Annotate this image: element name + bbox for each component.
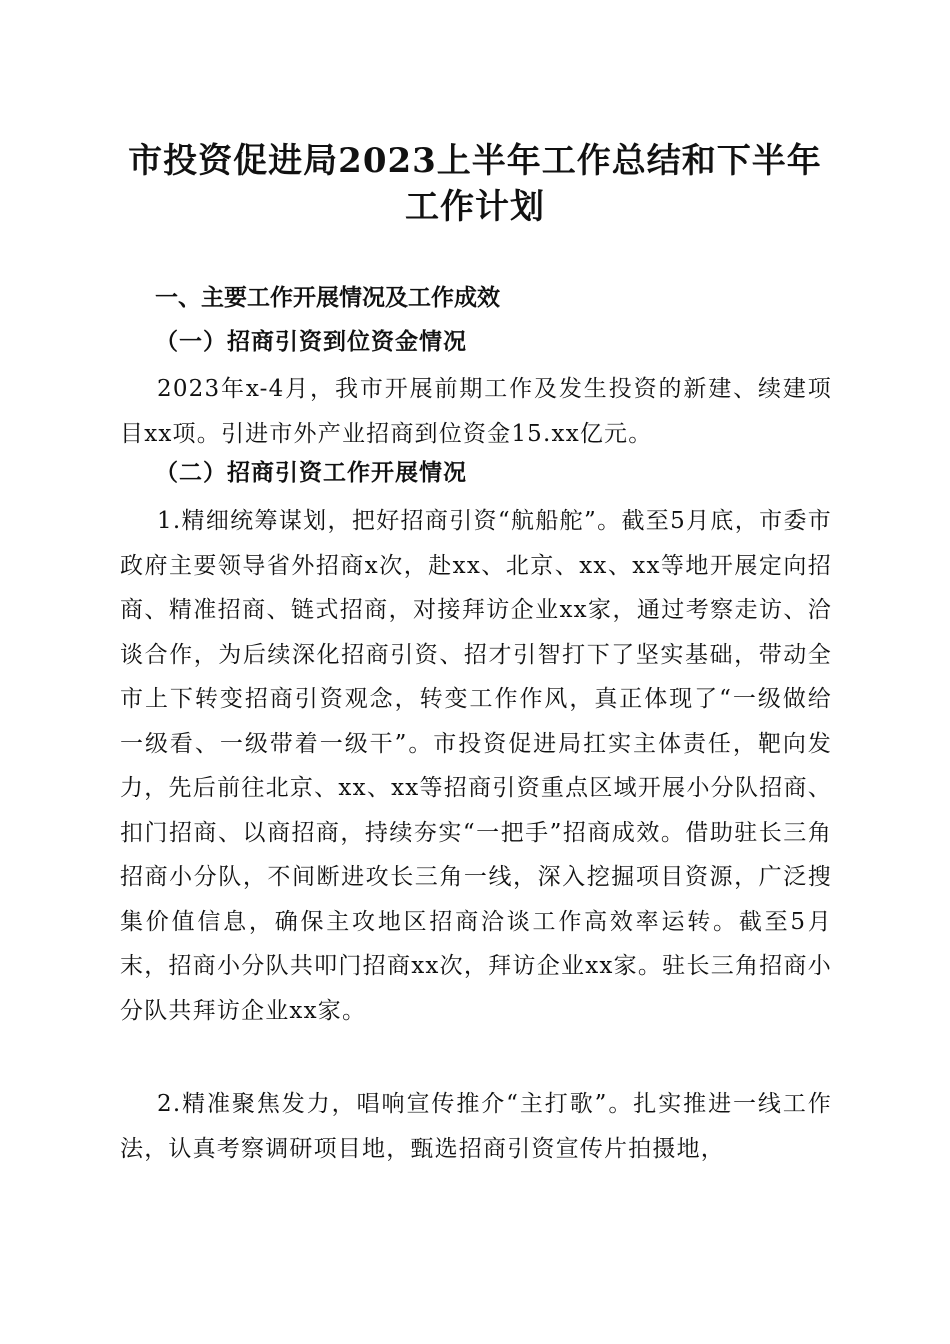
paragraph-item-2: 2.精准聚焦发力，唱响宣传推介“主打歌”。扎实推进一线工作法，认真考察调研项目地，甄选招商引资宣传片拍摄地，: [120, 1091, 832, 1162]
subsection-heading-progress: （二）招商引资工作开展情况: [155, 459, 467, 486]
document-title-line2: 工作计划: [405, 187, 545, 227]
paragraph-funds: 2023年x-4月，我市开展前期工作及发生投资的新建、续建项目xx项。引进市外产业招商到位资金15.xx亿元。: [120, 376, 832, 447]
document-title-line1: 市投资促进局2023上半年工作总结和下半年: [128, 141, 822, 181]
section-heading-main-work: 一、主要工作开展情况及工作成效: [155, 285, 500, 311]
subsection-heading-funds: （一）招商引资到位资金情况: [155, 328, 467, 355]
paragraph-item-1: 1.精细统筹谋划，把好招商引资“航船舵”。截至5月底，市委市政府主要领导省外招商x次，赴xx、北京、xx、xx等地开展定向招商、精准招商、链式招商，对接拜访企业xx家，通过考察走访、洽谈合作，为后续深化招商引资、招才引智打下了坚实基础，带动全市上下转变招商引资观念，转变工作作风，真正体现了“一级做给一级看、一级带着一级干”。市投资促进局扛实主体责任，靶向发力，先后前往北京、xx、xx等招商引资重点区域开展小分队招商、扣门招商、以商招商，持续夯实“一把手”招商成效。借助驻长三角招商小分队，不间断进攻长三角一线，深入挖掘项目资源，广泛搜集价值信息，确保主攻地区招商洽谈工作高效率运转。截至5月末，招商小分队共叩门招商xx次，拜访企业xx家。驻长三角招商小分队共拜访企业xx家。: [120, 508, 832, 1024]
